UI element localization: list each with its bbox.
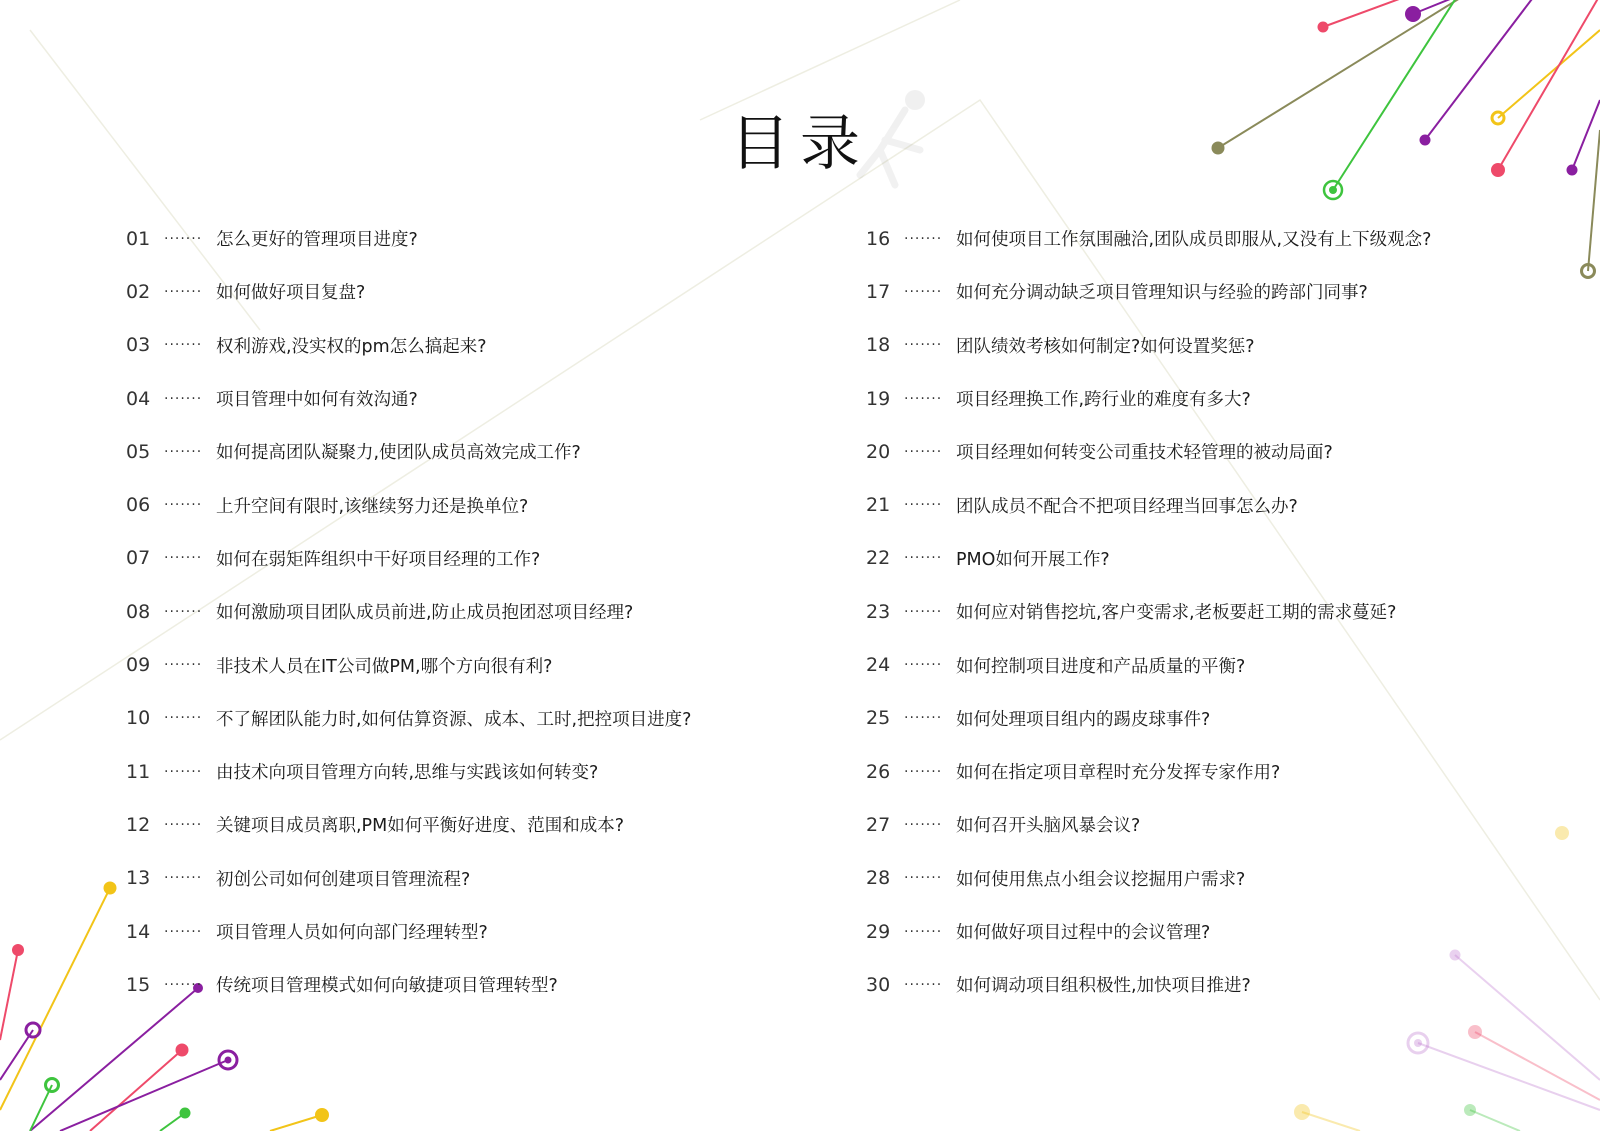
entry-title: 如何应对销售挖坑,客户变需求,老板要赶工期的需求蔓延? — [956, 603, 1397, 624]
toc-column-right — [866, 212, 1566, 1011]
leader-dots: ······· — [164, 657, 203, 674]
page-title: 目录 — [730, 109, 870, 179]
leader-dots: ······· — [164, 283, 203, 300]
toc-entry[interactable] — [866, 425, 1566, 478]
toc-entry[interactable] — [126, 745, 826, 798]
entry-title: 怎么更好的管理项目进度? — [216, 230, 418, 251]
entry-title: 如何处理项目组内的踢皮球事件? — [956, 709, 1211, 730]
leader-dots: ······· — [904, 763, 943, 780]
entry-number: 11 — [126, 760, 151, 783]
entry-number: 24 — [866, 654, 891, 677]
leader-dots: ······· — [164, 870, 203, 887]
entry-number: 05 — [126, 440, 151, 463]
toc-entry[interactable] — [126, 425, 826, 478]
entry-title: 如何做好项目过程中的会议管理? — [956, 923, 1211, 943]
leader-dots: ······· — [904, 390, 943, 407]
entry-title: 如何控制项目进度和产品质量的平衡? — [956, 656, 1246, 677]
entry-title: 如何做好项目复盘? — [216, 283, 366, 304]
entry-number: 07 — [126, 547, 151, 570]
entry-title: 项目管理人员如何向部门经理转型? — [216, 923, 488, 943]
leader-dots: ······· — [164, 923, 203, 940]
entry-number: 27 — [866, 813, 891, 836]
toc-entry[interactable] — [126, 585, 826, 638]
entry-title: 如何在指定项目章程时充分发挥专家作用? — [956, 763, 1281, 784]
entry-number: 12 — [126, 813, 151, 836]
leader-dots: ······· — [904, 657, 943, 674]
toc-entry[interactable] — [126, 319, 826, 372]
entry-number: 21 — [866, 494, 891, 517]
toc-entry[interactable] — [866, 478, 1566, 531]
entry-title: 初创公司如何创建项目管理流程? — [216, 869, 471, 890]
toc-entry[interactable] — [126, 692, 826, 745]
entry-number: 15 — [126, 973, 151, 996]
entry-title: 权利游戏,没实权的pm怎么搞起来? — [216, 336, 487, 357]
toc-entry[interactable] — [866, 638, 1566, 691]
entry-number: 08 — [126, 600, 151, 623]
leader-dots: ······· — [164, 550, 203, 567]
entry-number: 26 — [866, 760, 891, 783]
leader-dots: ······· — [904, 976, 943, 993]
entry-number: 19 — [866, 387, 891, 410]
toc-entry[interactable] — [126, 532, 826, 585]
toc-entry[interactable] — [126, 798, 826, 851]
toc-entry[interactable] — [866, 532, 1566, 585]
entry-number: 16 — [866, 227, 891, 250]
leader-dots: ······· — [164, 443, 203, 460]
toc-column-left — [126, 212, 826, 1011]
entry-title: PMO如何开展工作? — [956, 549, 1110, 570]
toc-entry[interactable] — [126, 958, 826, 1011]
leader-dots: ······· — [904, 710, 943, 727]
entry-title: 如何使用焦点小组会议挖掘用户需求? — [956, 869, 1246, 890]
toc-entry[interactable] — [866, 692, 1566, 745]
entry-number: 20 — [866, 440, 891, 463]
entry-title: 如何召开头脑风暴会议? — [956, 816, 1141, 837]
leader-dots: ······· — [164, 816, 203, 833]
leader-dots: ······· — [164, 390, 203, 407]
entry-title: 如何激励项目团队成员前进,防止成员抱团怼项目经理? — [216, 603, 634, 624]
entry-title: 如何调动项目组积极性,加快项目推进? — [956, 976, 1251, 997]
leader-dots: ······· — [904, 870, 943, 887]
toc-entry[interactable] — [866, 585, 1566, 638]
leader-dots: ······· — [904, 337, 943, 354]
toc-entry[interactable] — [866, 745, 1566, 798]
leader-dots: ······· — [164, 497, 203, 514]
entry-title: 传统项目管理模式如何向敏捷项目管理转型? — [216, 976, 558, 997]
entry-title: 团队成员不配合不把项目经理当回事怎么办? — [956, 496, 1298, 517]
leader-dots: ······· — [904, 443, 943, 460]
entry-title: 关键项目成员离职,PM如何平衡好进度、范围和成本? — [216, 816, 625, 837]
entry-number: 01 — [126, 227, 151, 250]
toc-entry[interactable] — [126, 852, 826, 905]
entry-number: 06 — [126, 494, 151, 517]
toc-entry[interactable] — [126, 372, 826, 425]
toc-entry[interactable] — [866, 319, 1566, 372]
leader-dots: ······· — [904, 497, 943, 514]
entry-number: 17 — [866, 280, 891, 303]
leader-dots: ······· — [164, 710, 203, 727]
entry-title: 如何充分调动缺乏项目管理知识与经验的跨部门同事? — [956, 283, 1368, 304]
entry-number: 04 — [126, 387, 151, 410]
leader-dots: ······· — [904, 603, 943, 620]
entry-number: 25 — [866, 707, 891, 730]
entry-number: 18 — [866, 334, 891, 357]
entry-number: 29 — [866, 920, 891, 943]
entry-title: 如何使项目工作氛围融洽,团队成员即服从,又没有上下级观念? — [956, 230, 1432, 251]
toc-entry[interactable] — [866, 905, 1566, 958]
toc-entry[interactable] — [126, 212, 826, 265]
entry-number: 28 — [866, 867, 891, 890]
entry-number: 03 — [126, 334, 151, 357]
toc-entry[interactable] — [866, 852, 1566, 905]
entry-title: 项目管理中如何有效沟通? — [216, 390, 418, 411]
leader-dots: ······· — [904, 923, 943, 940]
entry-number: 09 — [126, 654, 151, 677]
leader-dots: ······· — [904, 283, 943, 300]
entry-number: 02 — [126, 280, 151, 303]
entry-title: 如何在弱矩阵组织中干好项目经理的工作? — [216, 549, 541, 570]
toc-entry[interactable] — [866, 798, 1566, 851]
entry-title: 如何提高团队凝聚力,使团队成员高效完成工作? — [216, 443, 581, 464]
leader-dots: ······· — [904, 816, 943, 833]
toc-entry[interactable] — [866, 265, 1566, 318]
entry-number: 22 — [866, 547, 891, 570]
leader-dots: ······· — [164, 337, 203, 354]
entry-number: 30 — [866, 973, 891, 996]
toc-entry[interactable] — [126, 905, 826, 958]
entry-title: 不了解团队能力时,如何估算资源、成本、工时,把控项目进度? — [216, 709, 692, 730]
entry-number: 23 — [866, 600, 891, 623]
toc-entry[interactable] — [126, 638, 826, 691]
toc-entry[interactable] — [126, 265, 826, 318]
entry-number: 14 — [126, 920, 151, 943]
leader-dots: ······· — [164, 976, 203, 993]
entry-number: 10 — [126, 707, 151, 730]
leader-dots: ······· — [904, 550, 943, 567]
toc-entry[interactable] — [126, 478, 826, 531]
toc-entry[interactable] — [866, 958, 1566, 1011]
entry-title: 由技术向项目管理方向转,思维与实践该如何转变? — [216, 763, 599, 784]
entry-title: 上升空间有限时,该继续努力还是换单位? — [216, 496, 529, 517]
entry-title: 非技术人员在IT公司做PM,哪个方向很有利? — [216, 656, 553, 677]
entry-title: 项目经理如何转变公司重技术轻管理的被动局面? — [956, 443, 1333, 464]
toc-entry[interactable] — [866, 212, 1566, 265]
leader-dots: ······· — [164, 230, 203, 247]
entry-title: 项目经理换工作,跨行业的难度有多大? — [956, 390, 1251, 411]
leader-dots: ······· — [164, 603, 203, 620]
entry-title: 团队绩效考核如何制定?如何设置奖惩? — [956, 336, 1255, 357]
leader-dots: ······· — [164, 763, 203, 780]
toc-entry[interactable] — [866, 372, 1566, 425]
leader-dots: ······· — [904, 230, 943, 247]
entry-number: 13 — [126, 867, 151, 890]
